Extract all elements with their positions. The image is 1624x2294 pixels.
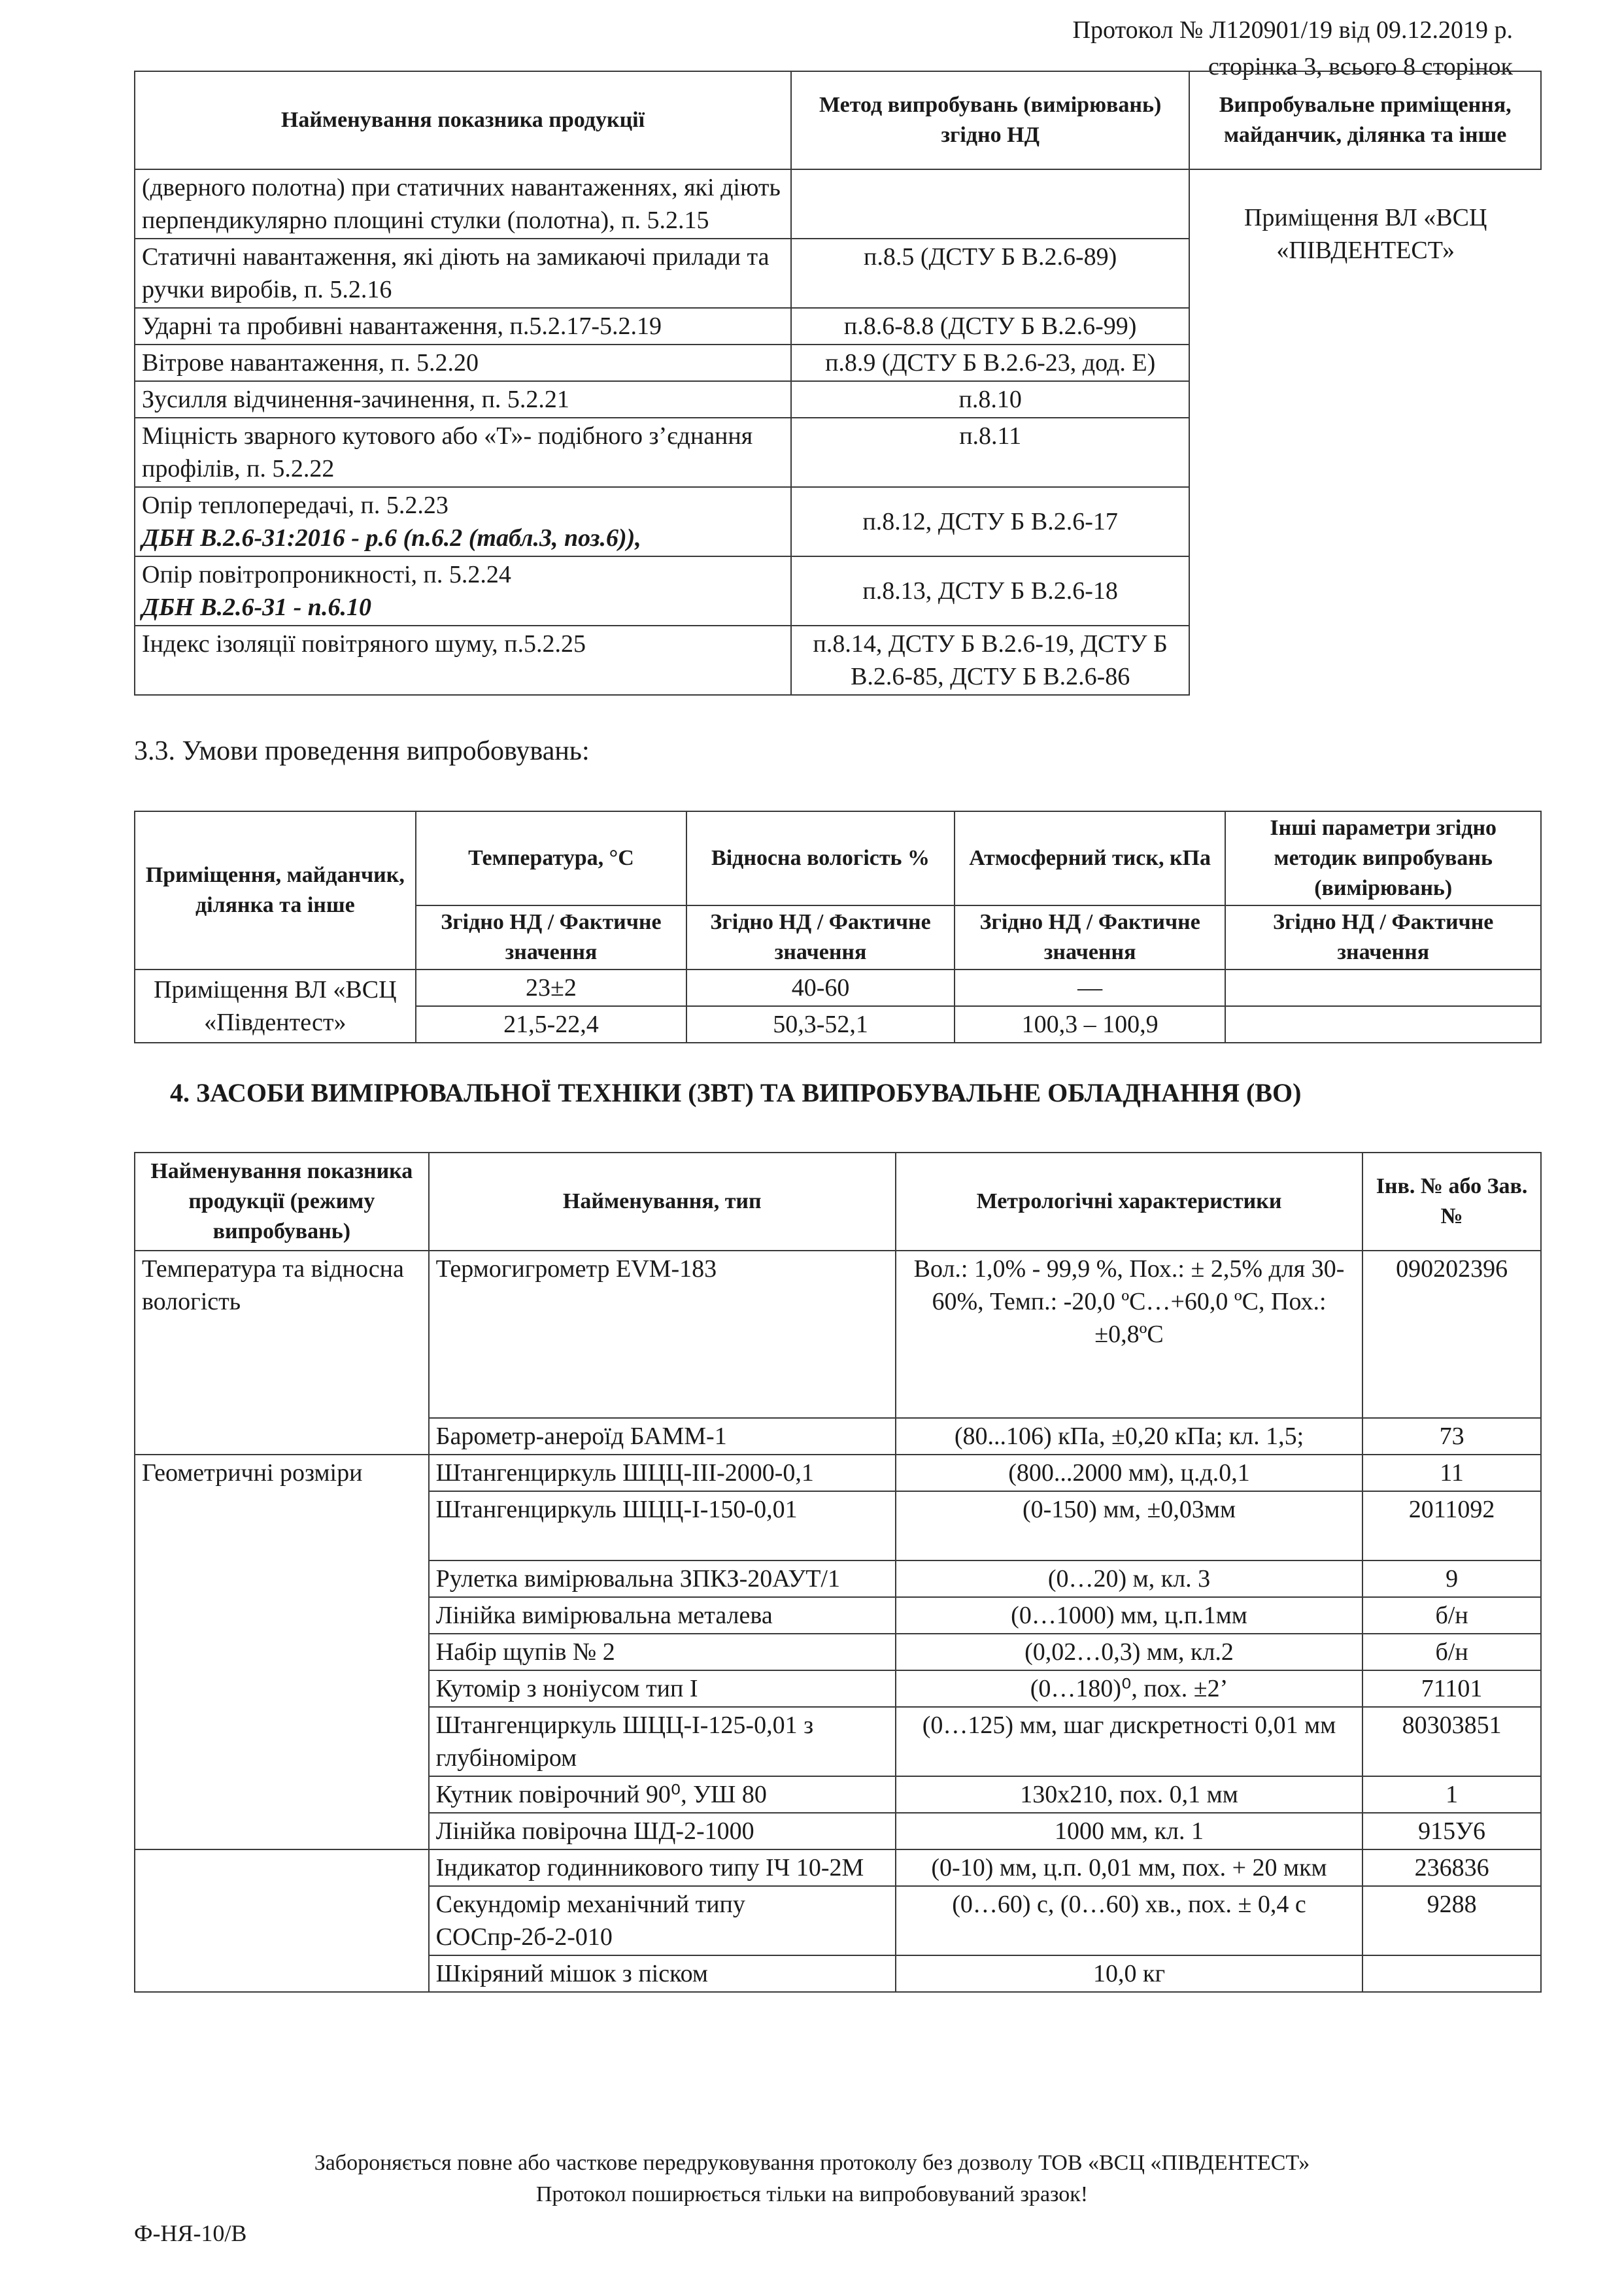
equipment-specs: (0,02…0,3) мм, кл.2 <box>896 1634 1362 1670</box>
col-header-temperature: Температура, °С <box>416 811 687 905</box>
col-header-name: Найменування, тип <box>429 1153 896 1251</box>
indicator-cell <box>135 487 791 556</box>
indicator-cell: (дверного полотна) при статичних навантаженнях, які діють перпендикулярно площині стулки (полотна), п. 5.2.15 <box>135 169 791 239</box>
indicator-cell: Статичні навантаження, які діють на замикаючі прилади та ручки виробів, п. 5.2.16 <box>135 239 791 308</box>
section-4-title: 4. ЗАСОБИ ВИМІРЮВАЛЬНОЇ ТЕХНІКИ (ЗВТ) ТА ВИПРОБУВАЛЬНЕ ОБЛАДНАННЯ (ВО) <box>170 1078 1302 1107</box>
equipment-specs: (0…60) с, (0…60) хв., пох. ± 0,4 с <box>896 1886 1362 1955</box>
equipment-name: Лінійка повірочна ШД-2-1000 <box>429 1813 896 1849</box>
col-header-indicator: Найменування показника продукції (режиму випробувань) <box>135 1153 429 1251</box>
indicator-text: Опір повітропроникності, п. 5.2.24 <box>142 561 511 588</box>
equipment-inventory: б/н <box>1362 1634 1541 1670</box>
indicator-norm-reference: ДБН В.2.6-31 - п.6.10 <box>142 594 371 621</box>
equipment-inventory <box>1362 1955 1541 1992</box>
col-header-location: Приміщення, майданчик, ділянка та інше <box>135 811 416 970</box>
table-row <box>135 169 1541 239</box>
indicator-cell <box>135 556 791 626</box>
equipment-specs: (0…20) м, кл. 3 <box>896 1560 1362 1597</box>
humidity-actual: 50,3-52,1 <box>686 1006 955 1043</box>
col-header-specs: Метрологічні характеристики <box>896 1153 1362 1251</box>
equipment-inventory: 11 <box>1362 1455 1541 1491</box>
equipment-inventory: 73 <box>1362 1418 1541 1455</box>
method-cell: п.8.5 (ДСТУ Б В.2.6-89) <box>791 239 1189 308</box>
table-row <box>135 1849 1541 1886</box>
equipment-inventory: б/н <box>1362 1597 1541 1634</box>
test-conditions-table <box>134 811 1542 1043</box>
equipment-name: Штангенциркуль ШЦЦ-III-2000-0,1 <box>429 1455 896 1491</box>
subheader-humidity: Згідно НД / Фактичне значення <box>686 905 955 970</box>
equipment-inventory: 915У6 <box>1362 1813 1541 1849</box>
equipment-inventory: 090202396 <box>1362 1251 1541 1418</box>
equipment-inventory: 80303851 <box>1362 1707 1541 1776</box>
temperature-nd: 23±2 <box>416 970 687 1006</box>
equipment-name: Індикатор годинникового типу ІЧ 10-2М <box>429 1849 896 1886</box>
table-row <box>135 1455 1541 1491</box>
equipment-inventory: 1 <box>1362 1776 1541 1813</box>
equipment-name: Набір щупів № 2 <box>429 1634 896 1670</box>
subheader-pressure: Згідно НД / Фактичне значення <box>955 905 1226 970</box>
method-cell: п.8.9 (ДСТУ Б В.2.6-23, дод. Е) <box>791 345 1189 381</box>
equipment-inventory: 9288 <box>1362 1886 1541 1955</box>
equipment-specs: (0-10) мм, ц.п. 0,01 мм, пох. + 20 мкм <box>896 1849 1362 1886</box>
equipment-name: Шкіряний мішок з піском <box>429 1955 896 1992</box>
equipment-name: Термогигрометр EVM-183 <box>429 1251 896 1418</box>
table-row <box>135 1251 1541 1418</box>
method-cell: п.8.13, ДСТУ Б В.2.6-18 <box>791 556 1189 626</box>
table-row-nd <box>135 970 1541 1006</box>
pressure-nd: — <box>955 970 1226 1006</box>
equipment-name: Штангенциркуль ШЦЦ-І-125-0,01 з глубіноміром <box>429 1707 896 1776</box>
other-actual <box>1225 1006 1541 1043</box>
indicator-cell: Вітрове навантаження, п. 5.2.20 <box>135 345 791 381</box>
equipment-specs: Вол.: 1,0% - 99,9 %, Пох.: ± 2,5% для 30-60%, Темп.: -20,0 ºC…+60,0 ºC, Пох.: ±0,8ºC <box>896 1251 1362 1418</box>
footer-notice <box>0 2148 1624 2210</box>
equipment-specs: 130х210, пох. 0,1 мм <box>896 1776 1362 1813</box>
method-cell: п.8.12, ДСТУ Б В.2.6-17 <box>791 487 1189 556</box>
indicator-cell: Ударні та пробивні навантаження, п.5.2.17-5.2.19 <box>135 308 791 345</box>
col-header-inventory: Інв. № або Зав. № <box>1362 1153 1541 1251</box>
equipment-table <box>134 1152 1542 1993</box>
page-counter: сторінка 3, всього 8 сторінок <box>1208 53 1513 80</box>
location-cell: Приміщення ВЛ «ВСЦ «Південтест» <box>135 970 416 1043</box>
test-methods-table <box>134 71 1542 696</box>
protocol-number: Протокол № Л120901/19 від 09.12.2019 р. <box>1072 16 1513 44</box>
col-header-location: Випробувальне приміщення, майданчик, ділянка та інше <box>1189 71 1541 169</box>
equipment-specs: (0…125) мм, шаг дискретності 0,01 мм <box>896 1707 1362 1776</box>
method-cell: п.8.14, ДСТУ Б В.2.6-19, ДСТУ Б В.2.6-85, ДСТУ Б В.2.6-86 <box>791 626 1189 695</box>
col-header-humidity: Відносна вологість % <box>686 811 955 905</box>
method-cell: п.8.11 <box>791 418 1189 487</box>
equipment-specs: (0…1000) мм, ц.п.1мм <box>896 1597 1362 1634</box>
equipment-specs: (80...106) кПа, ±0,20 кПа; кл. 1,5; <box>896 1418 1362 1455</box>
equipment-inventory: 2011092 <box>1362 1491 1541 1560</box>
equipment-name: Рулетка вимірювальна ЗПКЗ-20АУТ/1 <box>429 1560 896 1597</box>
indicator-cell: Температура та відносна вологість <box>135 1251 429 1455</box>
equipment-specs: 10,0 кг <box>896 1955 1362 1992</box>
equipment-name: Штангенциркуль ШЦЦ-І-150-0,01 <box>429 1491 896 1560</box>
subheader-other: Згідно НД / Фактичне значення <box>1225 905 1541 970</box>
equipment-name: Лінійка вимірювальна металева <box>429 1597 896 1634</box>
col-header-other: Інші параметри згідно методик випробувань (вимірювань) <box>1225 811 1541 905</box>
equipment-name: Барометр-анероїд БАММ-1 <box>429 1418 896 1455</box>
equipment-specs: (800...2000 мм), ц.д.0,1 <box>896 1455 1362 1491</box>
equipment-specs: (0-150) мм, ±0,03мм <box>896 1491 1362 1560</box>
location-cell: Приміщення ВЛ «ВСЦ «ПІВДЕНТЕСТ» <box>1189 169 1541 695</box>
temperature-actual: 21,5-22,4 <box>416 1006 687 1043</box>
pressure-actual: 100,3 – 100,9 <box>955 1006 1226 1043</box>
reprint-prohibition: Забороняється повне або часткове передруковування протоколу без дозволу ТОВ «ВСЦ «ПІВДЕНТЕСТ» <box>314 2151 1310 2175</box>
indicator-cell: Геометричні розміри <box>135 1455 429 1849</box>
indicator-cell: Індекс ізоляції повітряного шуму, п.5.2.25 <box>135 626 791 695</box>
equipment-inventory: 9 <box>1362 1560 1541 1597</box>
col-header-indicator: Найменування показника продукції <box>135 71 791 169</box>
indicator-text: Опір теплопередачі, п. 5.2.23 <box>142 492 448 519</box>
form-code: Ф-НЯ-10/В <box>134 2220 247 2246</box>
indicator-norm-reference: ДБН В.2.6-31:2016 - р.6 (п.6.2 (табл.3, поз.6)), <box>142 524 641 552</box>
indicator-cell <box>135 1849 429 1992</box>
section-3-3-title: 3.3. Умови проведення випробовувань: <box>134 736 590 766</box>
method-cell: п.8.10 <box>791 381 1189 418</box>
equipment-name: Кутомір з ноніусом тип І <box>429 1670 896 1707</box>
equipment-inventory: 71101 <box>1362 1670 1541 1707</box>
indicator-cell: Зусилля відчинення-зачинення, п. 5.2.21 <box>135 381 791 418</box>
col-header-method: Метод випробувань (вимірювань) згідно НД <box>791 71 1189 169</box>
sample-scope-note: Протокол поширюється тільки на випробовуваний зразок! <box>535 2182 1089 2206</box>
equipment-name: Кутник повірочний 90⁰, УШ 80 <box>429 1776 896 1813</box>
method-cell: п.8.6-8.8 (ДСТУ Б В.2.6-99) <box>791 308 1189 345</box>
col-header-pressure: Атмосферний тиск, кПа <box>955 811 1226 905</box>
indicator-cell: Міцність зварного кутового або «Т»- подібного з’єднання профілів, п. 5.2.22 <box>135 418 791 487</box>
other-nd <box>1225 970 1541 1006</box>
humidity-nd: 40-60 <box>686 970 955 1006</box>
equipment-specs: 1000 мм, кл. 1 <box>896 1813 1362 1849</box>
subheader-temperature: Згідно НД / Фактичне значення <box>416 905 687 970</box>
equipment-inventory: 236836 <box>1362 1849 1541 1886</box>
equipment-specs: (0…180)⁰, пох. ±2’ <box>896 1670 1362 1707</box>
method-cell <box>791 169 1189 239</box>
equipment-name: Секундомір механічний типу СОСпр-2б-2-010 <box>429 1886 896 1955</box>
